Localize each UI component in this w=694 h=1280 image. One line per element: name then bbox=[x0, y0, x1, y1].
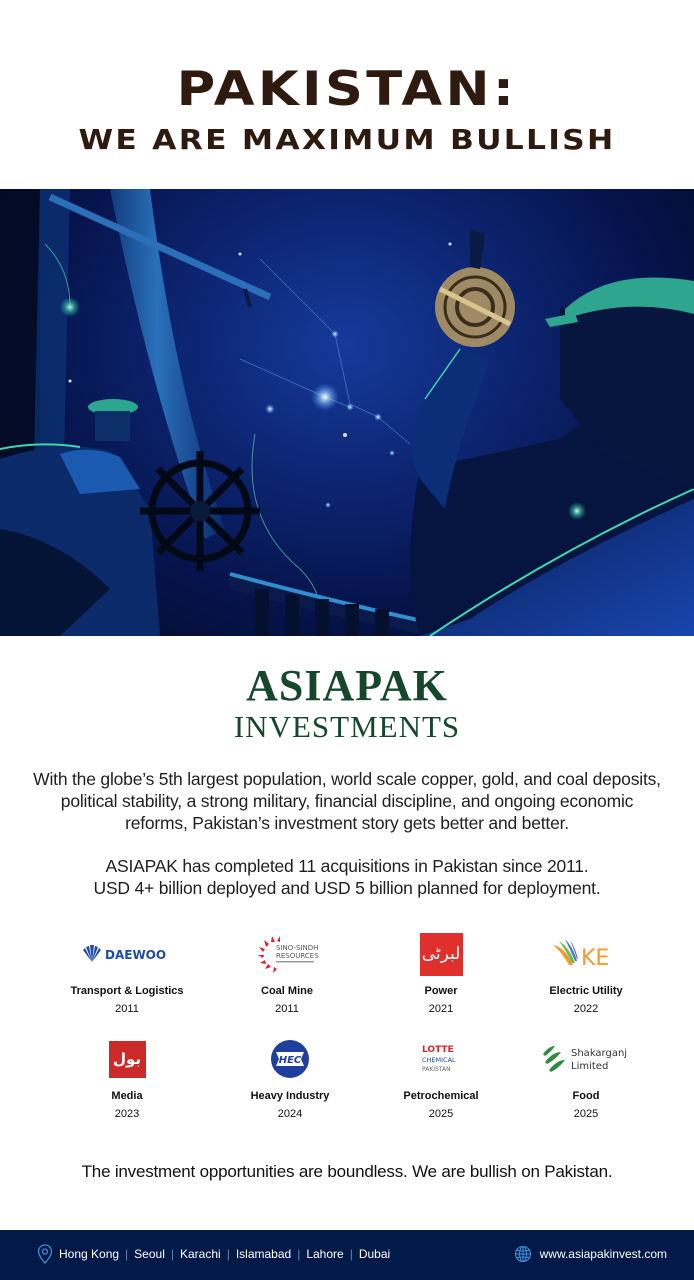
website-link[interactable] bbox=[514, 1245, 667, 1263]
acquisition-ke bbox=[506, 930, 666, 1016]
brand-name: ASIAPAK bbox=[246, 661, 448, 710]
location-seoul: Seoul bbox=[134, 1247, 165, 1261]
location-lahore: Lahore bbox=[306, 1247, 344, 1261]
acquisitions-summary bbox=[30, 855, 664, 899]
acquisitions-summary-line2: USD 4+ billion deployed and USD 5 billion planned for deployment. bbox=[93, 878, 601, 898]
globe-icon bbox=[514, 1245, 532, 1263]
year-label: 2011 bbox=[115, 1003, 139, 1015]
hec-logo bbox=[210, 1035, 370, 1083]
acquisition-daewoo bbox=[47, 930, 207, 1016]
sino-sindh-sunburst-icon bbox=[254, 932, 320, 976]
year-label: 2011 bbox=[275, 1003, 299, 1015]
intro-paragraph: With the globe’s 5th largest population, world scale copper, gold, and coal deposits, political stability, a strong military, financial discipline, and ongoing economic reforms, Pakistan’s investment story gets better and better. bbox=[33, 769, 661, 833]
shakarganj-logo bbox=[506, 1035, 666, 1083]
lotte-wordmark-icon bbox=[416, 1042, 466, 1076]
footer-bar bbox=[0, 1230, 694, 1280]
bol-logo bbox=[47, 1035, 207, 1083]
acquisition-hec bbox=[210, 1035, 370, 1121]
hero-illustration bbox=[0, 189, 694, 636]
sector-label: Coal Mine bbox=[261, 985, 313, 997]
liberty-logo bbox=[361, 930, 521, 978]
sector-label: Media bbox=[111, 1090, 143, 1102]
acquisition-lotte bbox=[361, 1035, 521, 1121]
location-dubai: Dubai bbox=[358, 1247, 391, 1261]
separator: | bbox=[125, 1247, 129, 1261]
acquisition-liberty bbox=[361, 930, 521, 1016]
sino-sindh-logo bbox=[207, 930, 367, 978]
location-islamabad: Islamabad bbox=[235, 1247, 292, 1261]
headline-title: PAKISTAN: bbox=[176, 62, 518, 117]
year-label: 2024 bbox=[277, 1108, 303, 1120]
svg-text:PAKISTAN: PAKISTAN bbox=[422, 1066, 451, 1073]
sector-label: Electric Utility bbox=[549, 985, 623, 997]
acquisition-shakarganj bbox=[506, 1035, 666, 1121]
brand-logo bbox=[0, 662, 694, 744]
sector-label: Heavy Industry bbox=[250, 1090, 330, 1102]
headline bbox=[0, 62, 694, 160]
liberty-urdu-mark: لبرٹی bbox=[420, 933, 463, 976]
separator: | bbox=[170, 1247, 174, 1261]
sector-label: Transport & Logistics bbox=[70, 985, 184, 997]
svg-text:HEC: HEC bbox=[278, 1055, 302, 1066]
ship-night-illustration bbox=[0, 189, 694, 636]
headline-subtitle: WE ARE MAXIMUM BULLISH bbox=[78, 123, 616, 156]
year-label: 2021 bbox=[428, 1003, 454, 1015]
sector-label: Power bbox=[424, 985, 458, 997]
separator: | bbox=[349, 1247, 353, 1261]
closing-statement: The investment opportunities are boundless. We are bullish on Pakistan. bbox=[81, 1162, 613, 1181]
svg-text:KE: KE bbox=[581, 946, 610, 971]
acquisition-bol bbox=[47, 1035, 207, 1121]
sector-label: Petrochemical bbox=[403, 1090, 479, 1102]
svg-text:Shakarganj: Shakarganj bbox=[571, 1048, 628, 1059]
office-locations bbox=[37, 1244, 396, 1264]
ke-flame-icon bbox=[551, 937, 621, 971]
lotte-logo bbox=[361, 1035, 521, 1083]
location-hong-kong: Hong Kong bbox=[59, 1247, 120, 1261]
location-karachi: Karachi bbox=[180, 1247, 221, 1261]
svg-text:RESOURCES: RESOURCES bbox=[276, 952, 319, 960]
brand-subtitle: INVESTMENTS bbox=[233, 709, 461, 744]
shakarganj-leaf-icon bbox=[541, 1042, 631, 1076]
bol-urdu-mark: بول bbox=[109, 1041, 146, 1078]
year-label: 2025 bbox=[573, 1108, 599, 1120]
year-label: 2022 bbox=[573, 1003, 599, 1015]
acquisitions-summary-line1: ASIAPAK has completed 11 acquisitions in Pakistan since 2011. bbox=[105, 856, 589, 876]
location-pin-icon bbox=[37, 1244, 53, 1264]
hec-circle-icon bbox=[270, 1039, 310, 1079]
year-label: 2025 bbox=[428, 1108, 454, 1120]
year-label: 2023 bbox=[114, 1108, 140, 1120]
svg-text:CHEMICAL: CHEMICAL bbox=[422, 1056, 456, 1064]
svg-text:LOTTE: LOTTE bbox=[422, 1045, 454, 1055]
website-url[interactable]: www.asiapakinvest.com bbox=[539, 1247, 667, 1261]
svg-text:DAEWOO: DAEWOO bbox=[105, 948, 167, 962]
svg-text:SINO-SINDH: SINO-SINDH bbox=[276, 944, 319, 952]
acquisition-sino-sindh bbox=[207, 930, 367, 1016]
separator: | bbox=[297, 1247, 301, 1261]
separator: | bbox=[226, 1247, 230, 1261]
daewoo-logo bbox=[47, 930, 207, 978]
svg-text:Limited: Limited bbox=[571, 1061, 609, 1072]
sector-label: Food bbox=[572, 1090, 600, 1102]
daewoo-shell-icon bbox=[82, 944, 172, 964]
ke-logo bbox=[506, 930, 666, 978]
